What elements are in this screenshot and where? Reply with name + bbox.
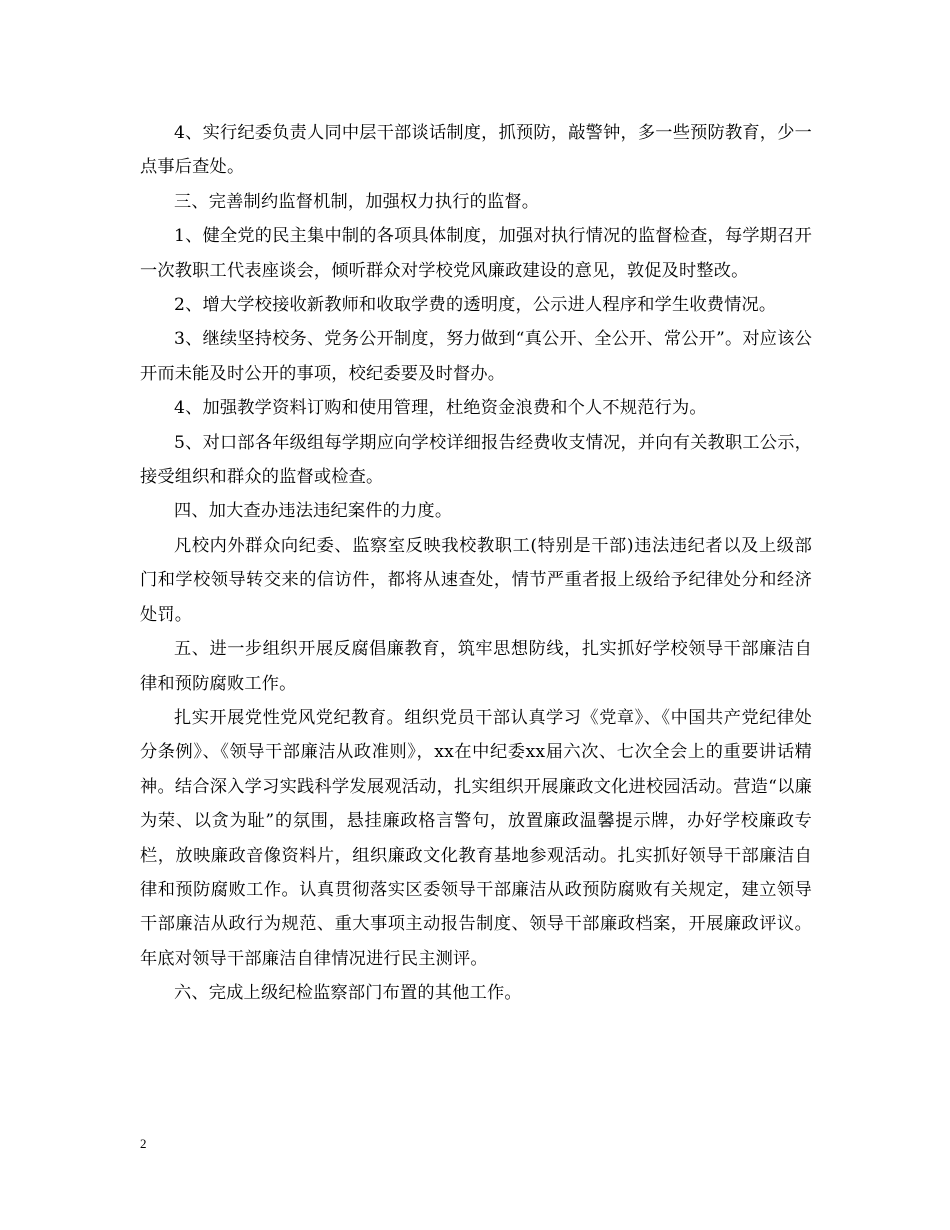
paragraph-complaints: 凡校内外群众向纪委、监察室反映我校教职工(特别是干部)违法违纪者以及上级部门和学校领导转交来的信访件，都将从速查处，情节严重者报上级给予纪律处分和经济处罚。 (140, 535, 812, 625)
paragraph-item-1-democratic-centralism: 1、健全党的民主集中制的各项具体制度，加强对执行情况的监督检查，每学期召开一次教职工代表座谈会，倾听群众对学校党风廉政建设的意见，敦促及时整改。 (140, 226, 812, 281)
paragraph-education: 扎实开展党性党风党纪教育。组织党员干部认真学习《党章》、《中国共产党纪律处分条例》、《领导干部廉洁从政准则》，xx在中纪委xx届六次、七次全会上的重要讲话精神。结合深入学习实践科学发展观活动，扎实组织开展廉政文化进校园活动。营造“以廉为荣、以贪为耻”的氛围，悬挂廉政格言警句，放置廉政温馨提示牌，办好学校廉政专栏，放映廉政音像资料片，组织廉政文化教育基地参观活动。扎实抓好领导干部廉洁自律和预防腐败工作。认真贯彻落实区委领导干部廉洁从政预防腐败有关规定，建立领导干部廉洁从政行为规范、重大事项主动报告制度、领导干部廉政档案，开展廉政评议。年底对领导干部廉洁自律情况进行民主测评。 (140, 707, 812, 969)
paragraph-item-4-talks: 4、实行纪委负责人同中层干部谈话制度，抓预防，敲警钟，多一些预防教育，少一点事后查处。 (140, 123, 812, 178)
paragraph-item-2-transparency: 2、增大学校接收新教师和收取学费的透明度，公示进人程序和学生收费情况。 (174, 295, 777, 316)
section-heading-5: 五、进一步组织开展反腐倡廉教育，筑牢思想防线，扎实抓好学校领导干部廉洁自律和预防腐败工作。 (140, 639, 812, 694)
paragraph-item-3-open-affairs: 3、继续坚持校务、党务公开制度，努力做到“真公开、全公开、常公开”。对应该公开而未能及时公开的事项，校纪委要及时督办。 (140, 329, 812, 384)
paragraph-item-5-expenses: 5、对口部各年级组每学期应向学校详细报告经费收支情况，并向有关教职工公示，接受组织和群众的监督或检查。 (140, 432, 812, 488)
paragraph-item-4-materials: 4、加强教学资料订购和使用管理，杜绝资金浪费和个人不规范行为。 (174, 398, 707, 419)
page-number: 2 (140, 1136, 147, 1151)
document-body (140, 116, 812, 1011)
section-heading-4: 四、加大查办违法违纪案件的力度。 (174, 501, 453, 522)
section-heading-3: 三、完善制约监督机制，加强权力执行的监督。 (174, 191, 540, 212)
section-heading-6: 六、完成上级纪检监察部门布置的其他工作。 (174, 983, 522, 1004)
